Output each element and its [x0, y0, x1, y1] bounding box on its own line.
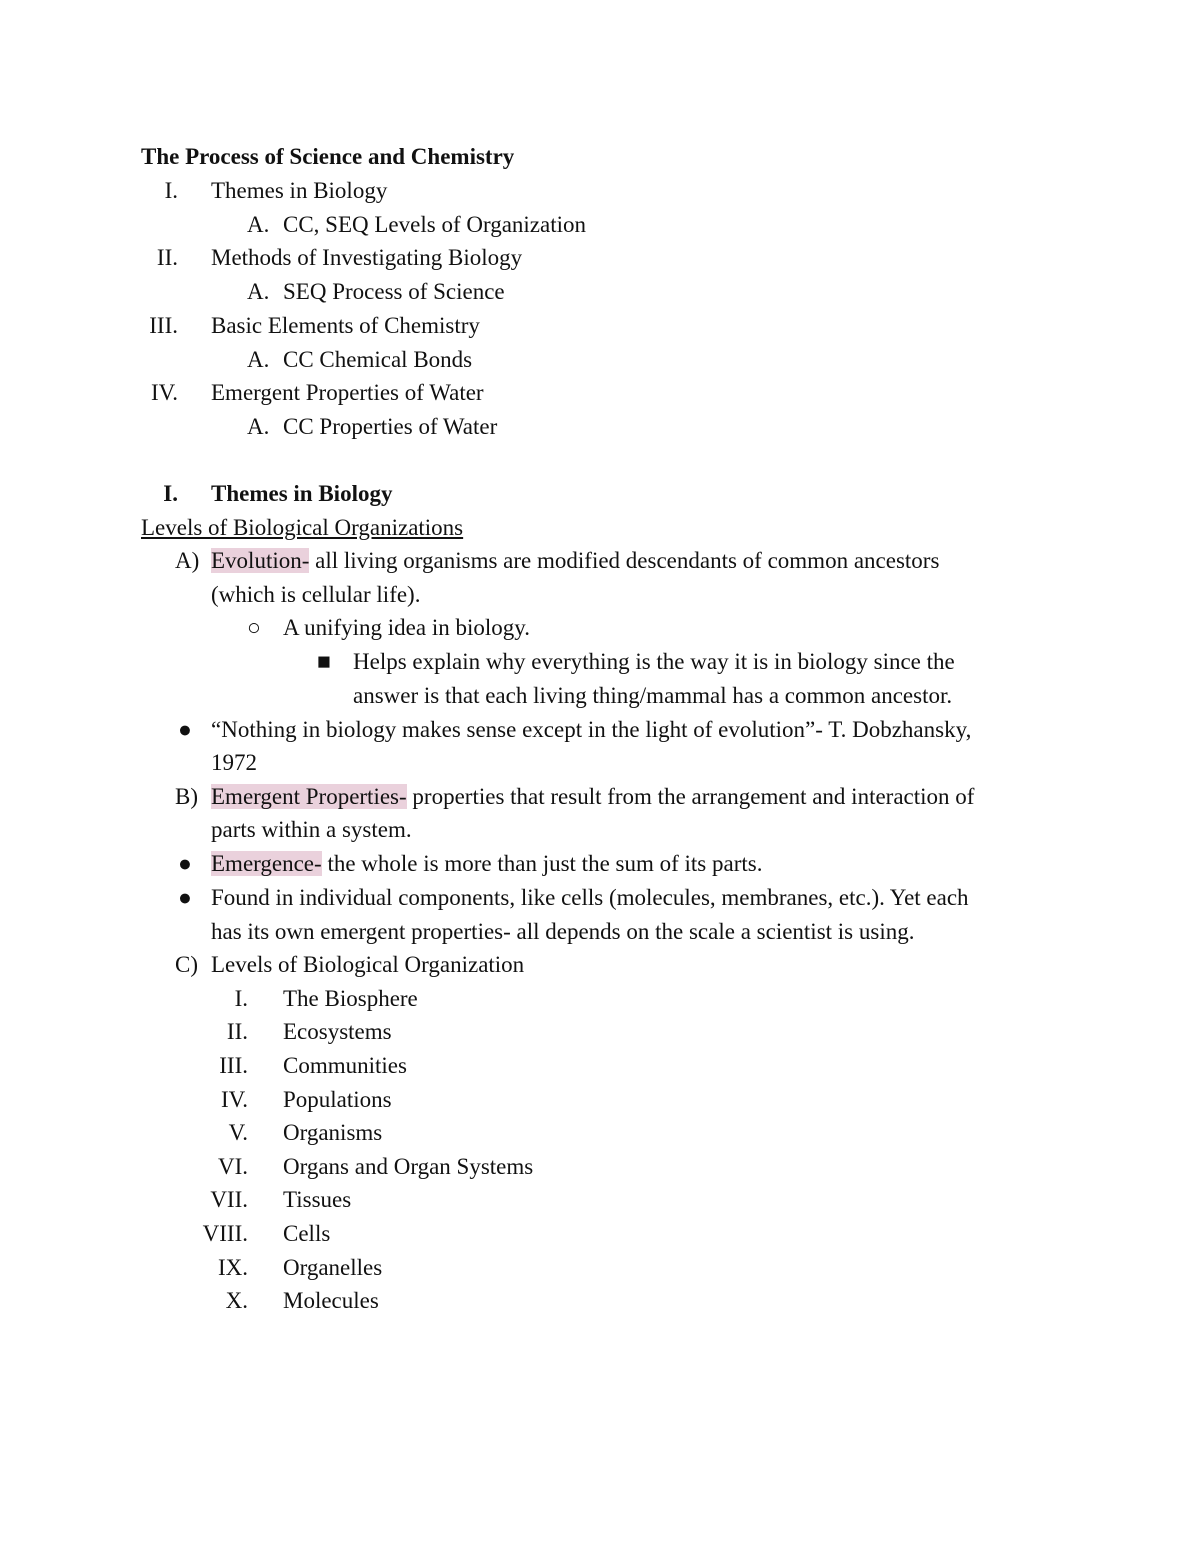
level-item: Ecosystems: [283, 1019, 392, 1044]
circle-bullet: ○: [247, 615, 261, 640]
evolution-definition: Evolution- all living organisms are modified descendants of common ancestors: [211, 548, 940, 573]
level-num: V.: [228, 1120, 248, 1145]
outline-sub-item: CC Properties of Water: [283, 414, 498, 439]
doc-title: The Process of Science and Chemistry: [141, 144, 515, 169]
emergence-term: Emergence-: [211, 851, 322, 876]
level-item: Organs and Organ Systems: [283, 1154, 534, 1179]
outline-sub-item: SEQ Process of Science: [283, 279, 505, 304]
outline-num: II.: [156, 245, 178, 270]
bullet: ●: [178, 851, 192, 876]
square-bullet-text: Helps explain why everything is the way it is in biology since the: [353, 649, 955, 674]
found-text: Found in individual components, like cells (molecules, membranes, etc.). Yet each: [211, 885, 969, 910]
section-num: I.: [163, 481, 178, 506]
item-marker-c: C): [175, 952, 198, 977]
level-num: IV.: [220, 1087, 248, 1112]
quote-text-cont: 1972: [211, 750, 257, 775]
emergent-properties-definition: Emergent Properties- properties that result from the arrangement and interaction of: [211, 784, 975, 809]
outline-num: IV.: [150, 380, 178, 405]
emergent-properties-definition-cont: parts within a system.: [211, 817, 412, 842]
outline-sub-item: CC, SEQ Levels of Organization: [283, 212, 586, 237]
level-num: I.: [234, 986, 248, 1011]
level-item: Cells: [283, 1221, 331, 1246]
outline-num: I.: [164, 178, 178, 203]
bullet: ●: [178, 717, 192, 742]
level-num: IX.: [217, 1255, 248, 1280]
level-num: VI.: [217, 1154, 248, 1179]
level-num: VII.: [210, 1187, 248, 1212]
outline-item: Methods of Investigating Biology: [211, 245, 523, 270]
level-num: VIII.: [202, 1221, 248, 1246]
outline-sub-marker: A.: [247, 347, 270, 372]
emergent-properties-term: Emergent Properties-: [211, 784, 407, 809]
level-item: Organelles: [283, 1255, 383, 1280]
level-num: III.: [219, 1053, 248, 1078]
outline-num: III.: [149, 313, 178, 338]
section-heading: Themes in Biology: [211, 481, 393, 506]
evolution-definition-cont: (which is cellular life).: [211, 582, 421, 607]
square-bullet: ■: [317, 649, 331, 674]
bullet: ●: [178, 885, 192, 910]
outline-sub-marker: A.: [247, 414, 270, 439]
item-marker-a: A): [175, 548, 200, 573]
outline-item: Themes in Biology: [211, 178, 388, 203]
level-item: Organisms: [283, 1120, 383, 1145]
level-item: Communities: [283, 1053, 407, 1078]
level-num: II.: [226, 1019, 248, 1044]
level-item: Tissues: [283, 1187, 352, 1212]
evolution-term: Evolution-: [211, 548, 310, 573]
outline-item: Emergent Properties of Water: [211, 380, 484, 405]
quote-text: “Nothing in biology makes sense except in the light of evolution”- T. Dobzhansky,: [211, 717, 972, 742]
found-text-cont: has its own emergent properties- all depends on the scale a scientist is using.: [211, 919, 915, 944]
level-item: Molecules: [283, 1288, 379, 1313]
outline-sub-item: CC Chemical Bonds: [283, 347, 473, 372]
outline-item: Basic Elements of Chemistry: [211, 313, 480, 338]
outline-sub-marker: A.: [247, 212, 270, 237]
emergence-definition: Emergence- the whole is more than just the sum of its parts.: [211, 851, 763, 876]
level-num: X.: [225, 1288, 248, 1313]
levels-heading: Levels of Biological Organization: [211, 952, 525, 977]
outline-sub-marker: A.: [247, 279, 270, 304]
section-subheading: Levels of Biological Organizations: [141, 515, 464, 540]
level-item: Populations: [283, 1087, 392, 1112]
circle-bullet-text: A unifying idea in biology.: [283, 615, 531, 640]
level-item: The Biosphere: [283, 986, 418, 1011]
item-marker-b: B): [175, 784, 198, 809]
square-bullet-text-cont: answer is that each living thing/mammal has a common ancestor.: [353, 683, 953, 708]
